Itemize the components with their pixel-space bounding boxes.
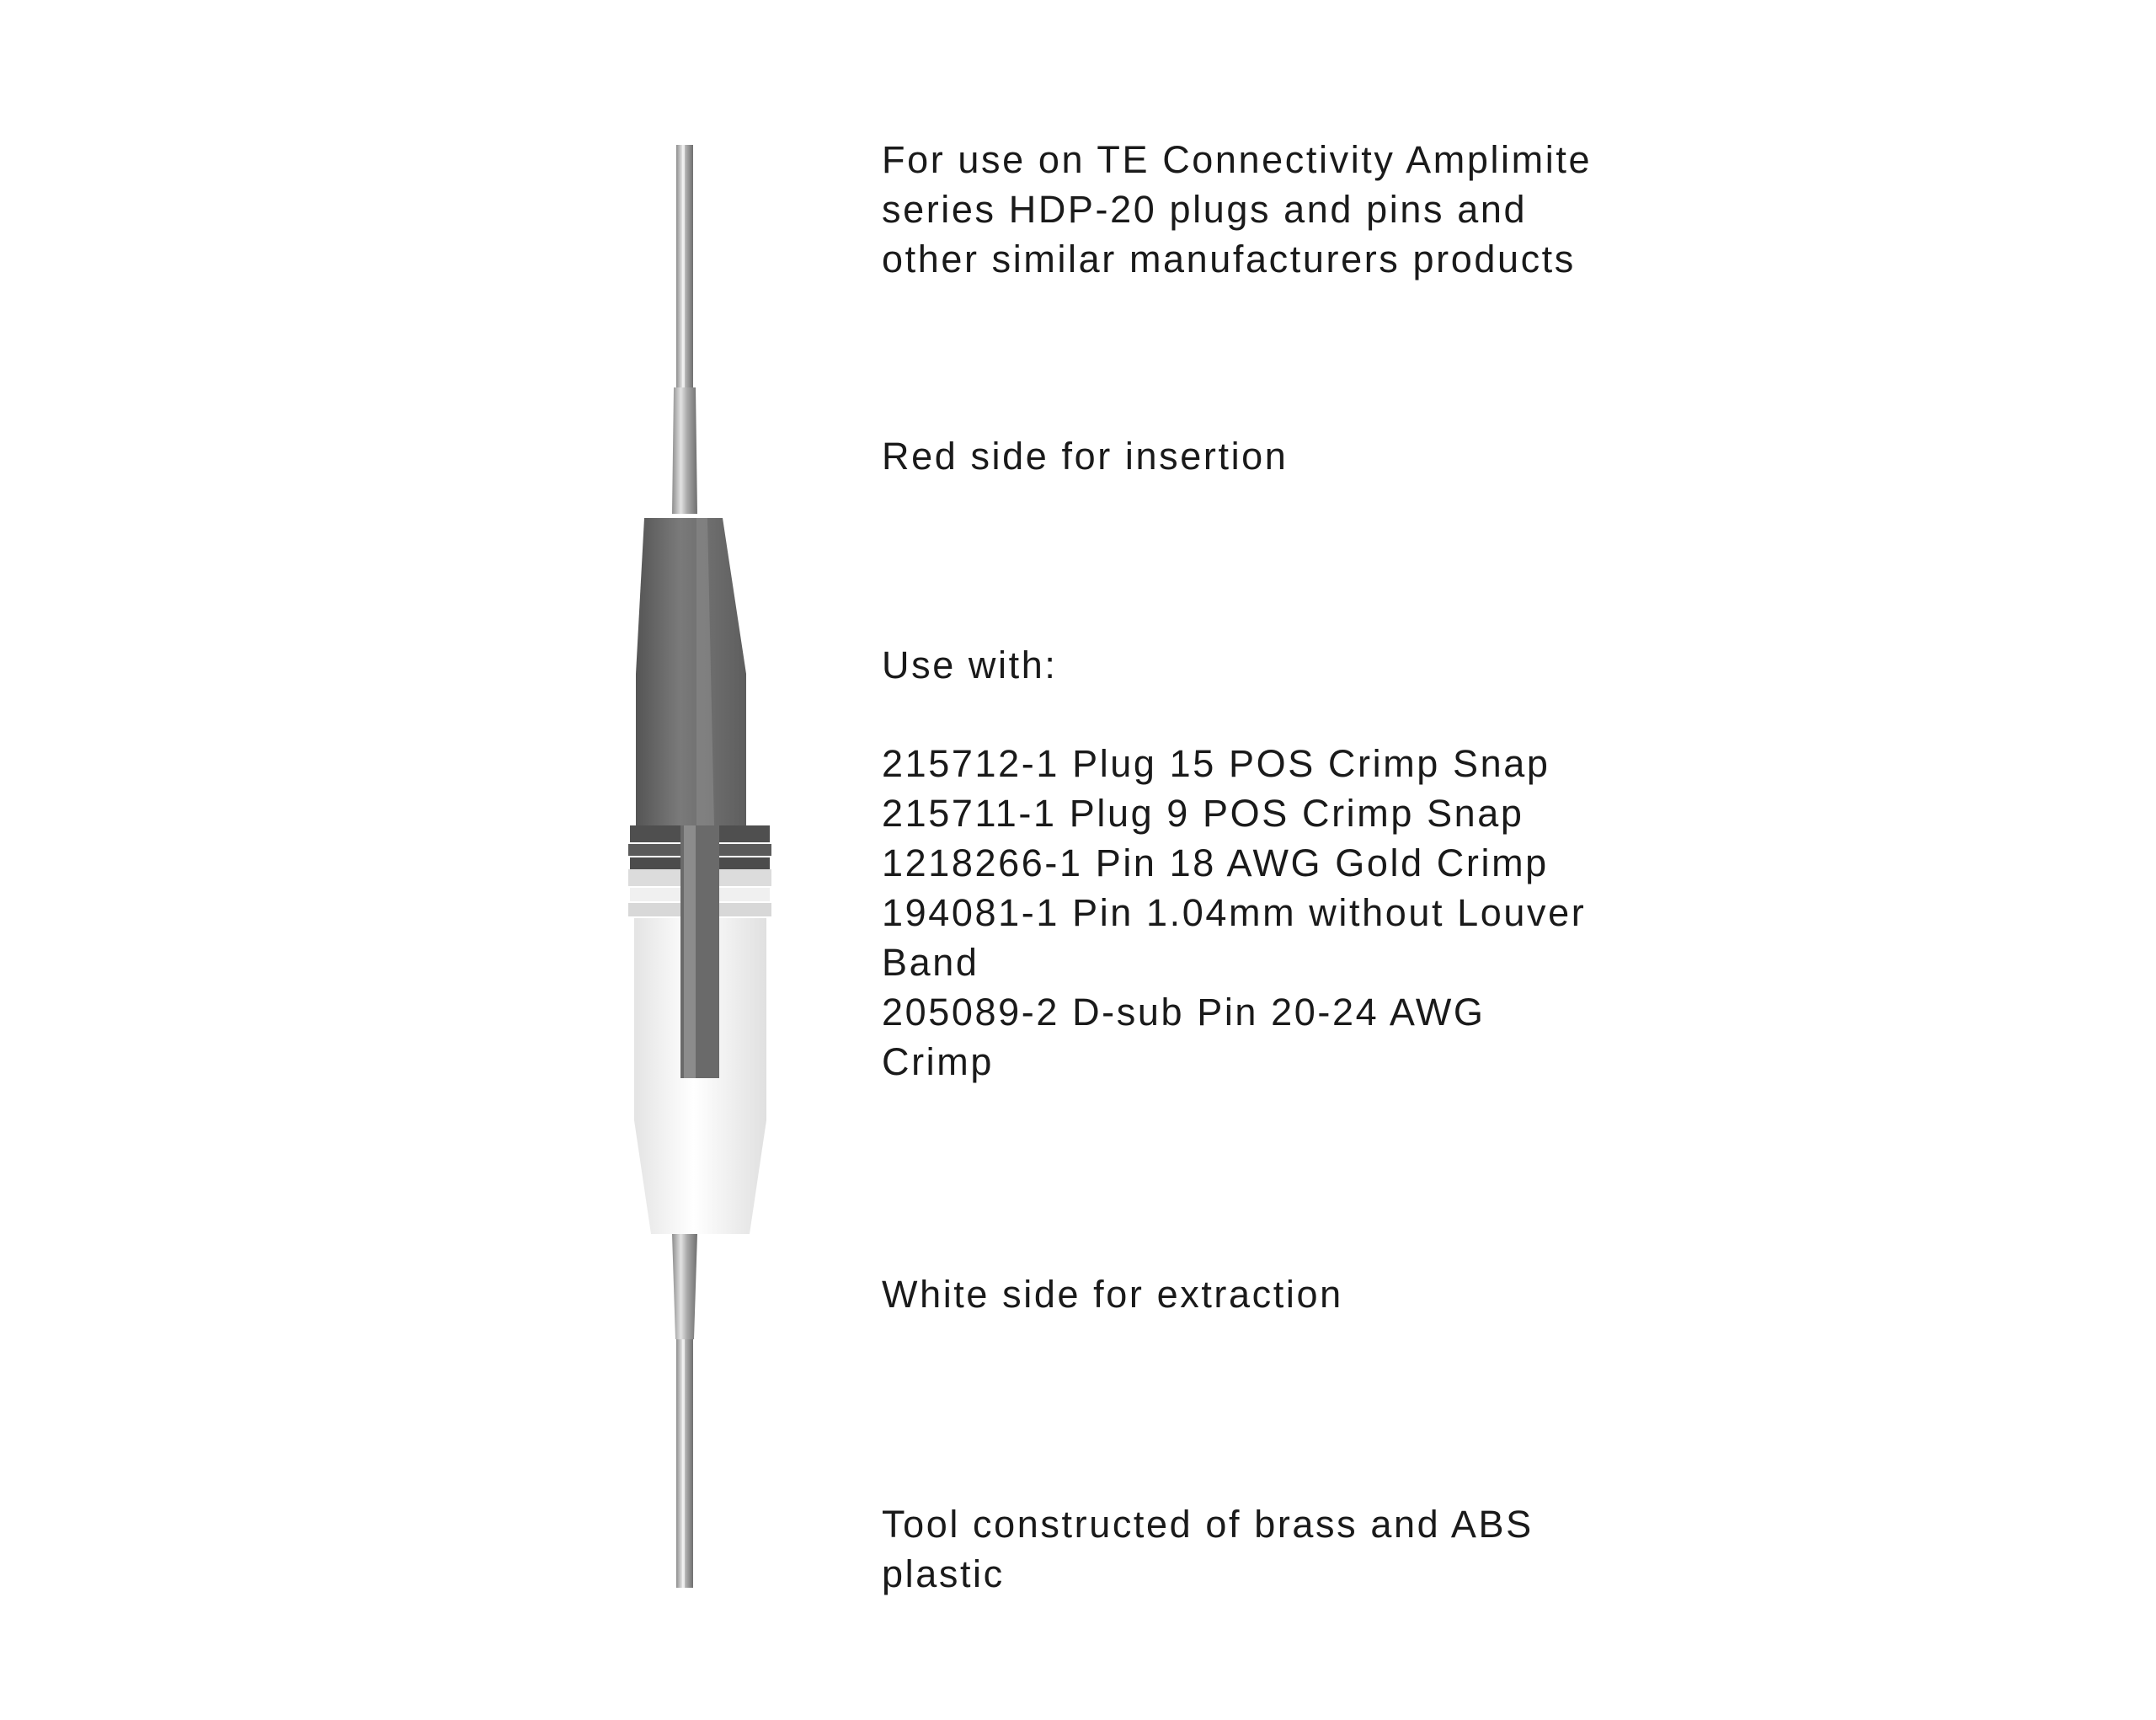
intro-description xyxy=(882,135,1592,284)
compatible-parts-list xyxy=(882,739,1586,1087)
compatible-part-line: Band xyxy=(882,941,979,984)
use-with-heading xyxy=(882,640,1057,690)
use-with-heading-text: Use with: xyxy=(882,644,1058,686)
white-side-note xyxy=(882,1269,1343,1319)
compatible-part-line: 215711-1 Plug 9 POS Crimp Snap xyxy=(882,792,1524,835)
dark-handle xyxy=(628,518,771,869)
bottom-pin xyxy=(672,1234,697,1588)
compatible-part-line: 1218266-1 Pin 18 AWG Gold Crimp xyxy=(882,841,1549,884)
intro-line: For use on TE Connectivity Amplimite xyxy=(882,138,1593,181)
white-side-label: White side for extraction xyxy=(882,1273,1343,1316)
intro-line: other similar manufacturers products xyxy=(882,238,1576,280)
material-line: Tool constructed of brass and ABS xyxy=(882,1503,1534,1546)
compatible-part-line: Crimp xyxy=(882,1040,994,1083)
pin-insertion-extraction-tool-icon xyxy=(615,135,783,1600)
material-note xyxy=(882,1499,1534,1599)
insertion-extraction-tool-image xyxy=(615,135,783,1600)
compatible-part-line: 215712-1 Plug 15 POS Crimp Snap xyxy=(882,742,1550,785)
compatible-part-line: 205089-2 D-sub Pin 20-24 AWG xyxy=(882,991,1486,1034)
compatible-part-line: 194081-1 Pin 1.04mm without Louver xyxy=(882,891,1587,934)
intro-line: series HDP-20 plugs and pins and xyxy=(882,188,1528,231)
white-handle xyxy=(628,825,771,1234)
red-side-label: Red side for insertion xyxy=(882,435,1289,478)
material-line: plastic xyxy=(882,1552,1005,1595)
top-pin xyxy=(672,145,697,514)
red-side-note xyxy=(882,431,1288,481)
